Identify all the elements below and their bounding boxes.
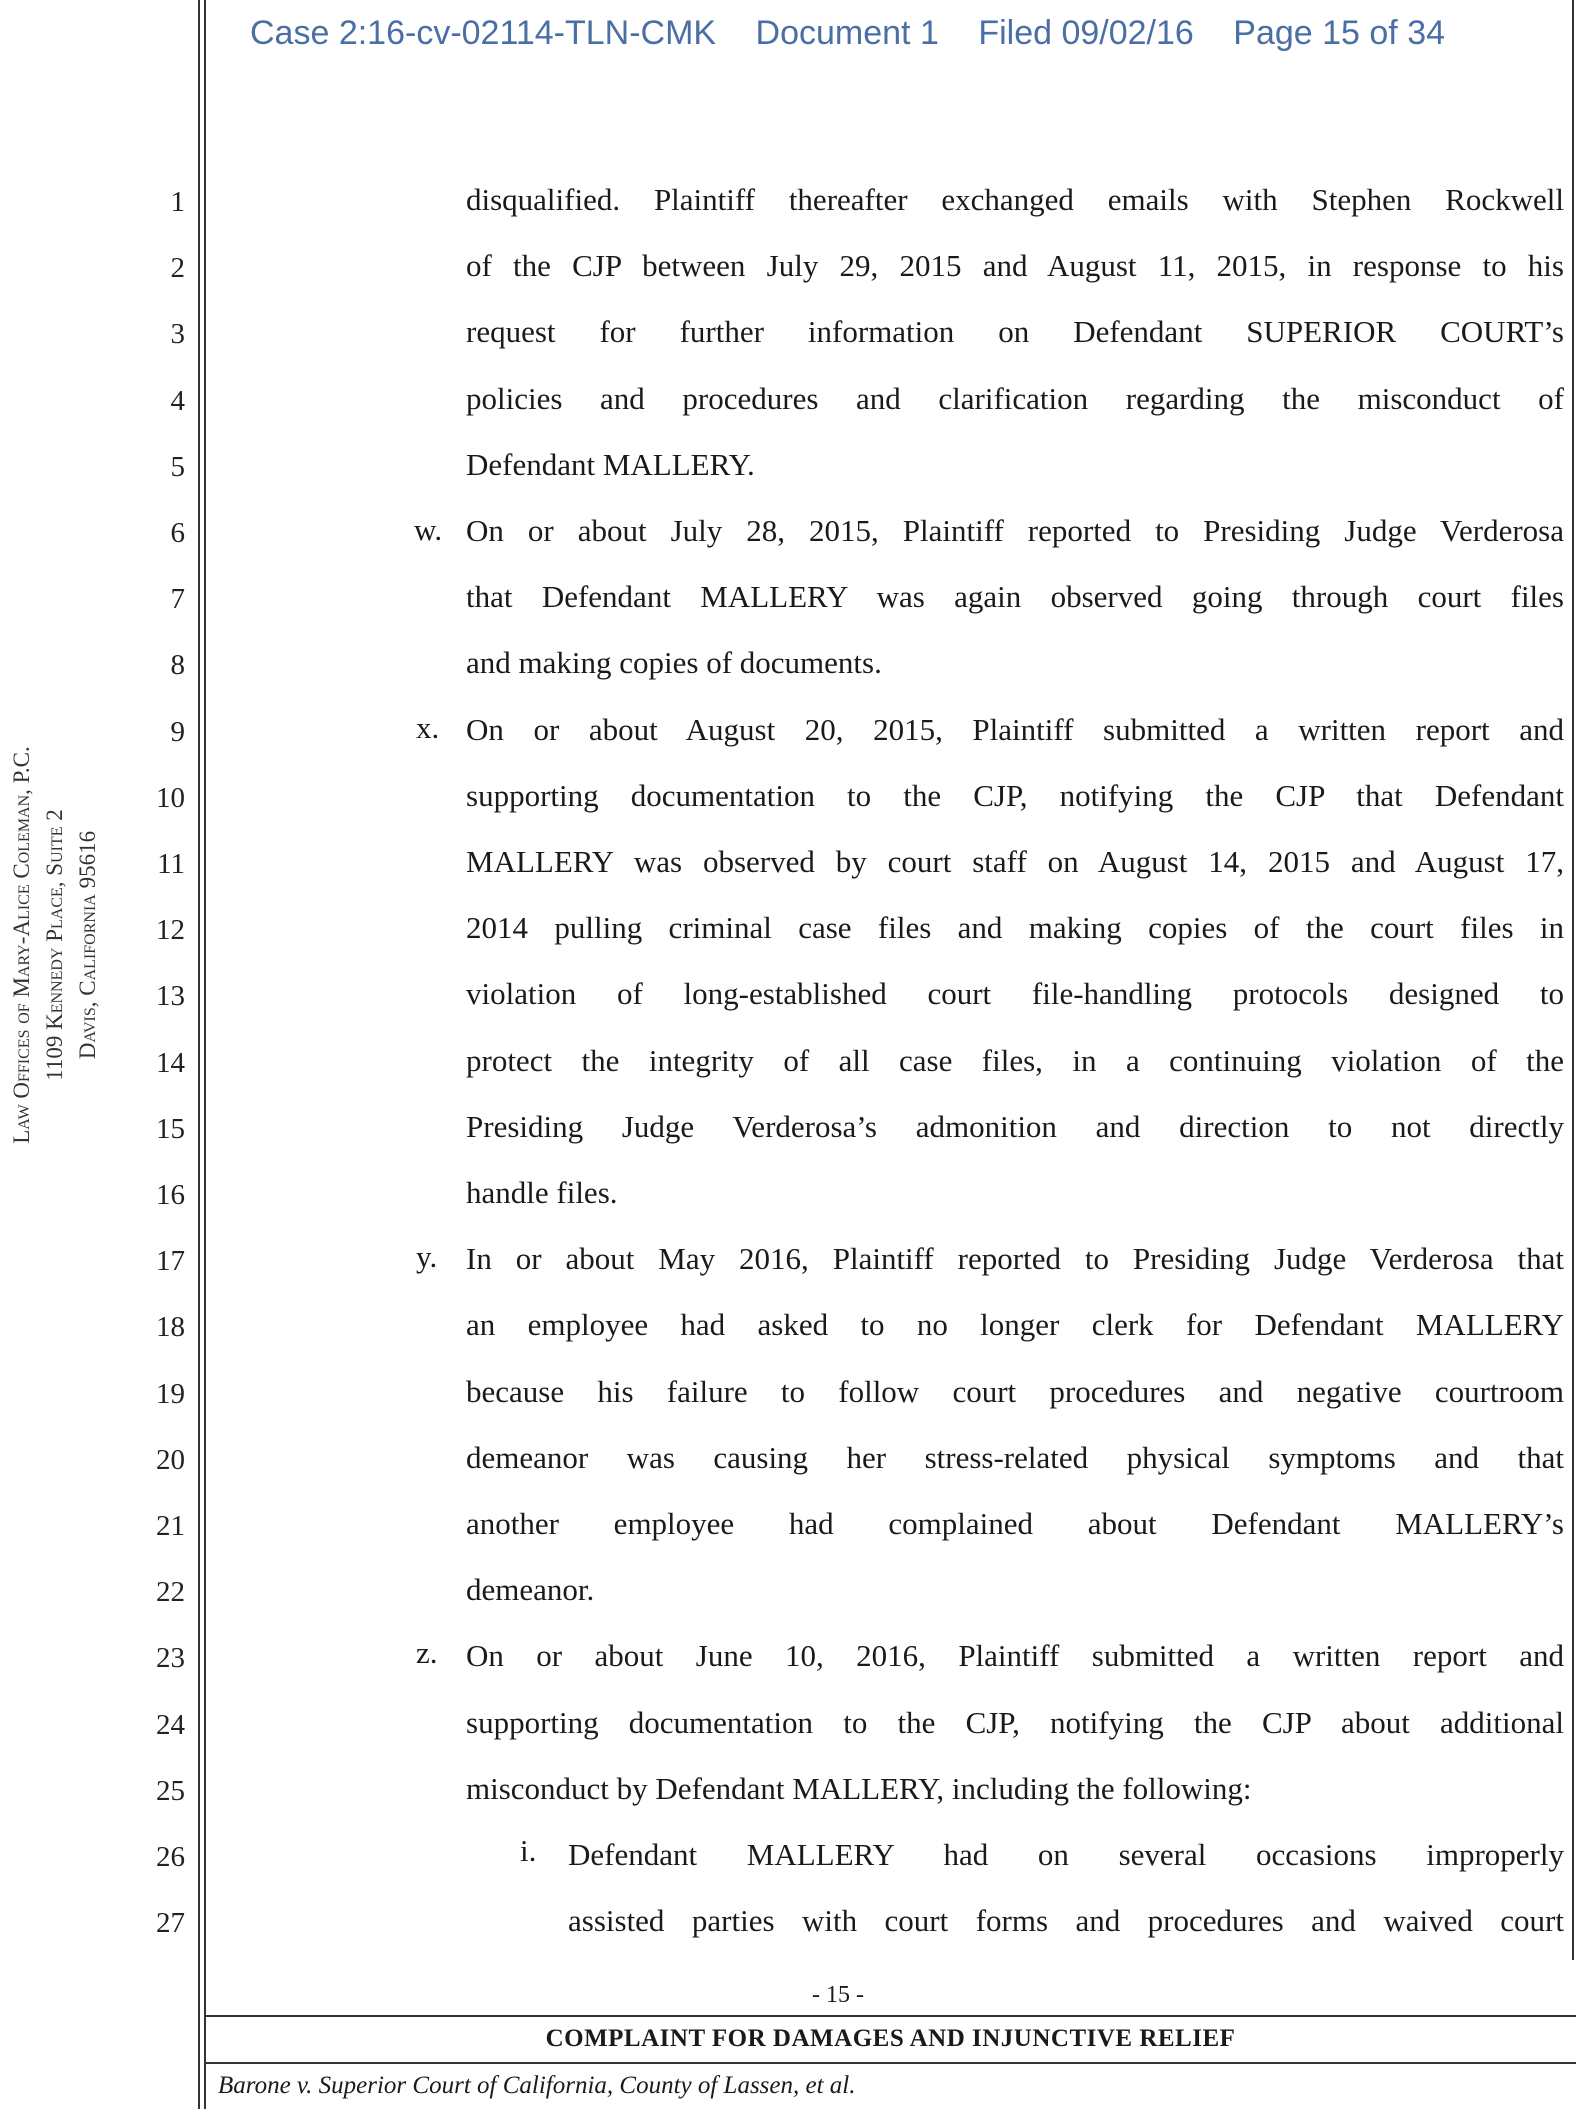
body-line: and making copies of documents.: [466, 645, 882, 681]
body-line: supporting documentation to the CJP, notifying the CJP about additional: [466, 1704, 1564, 1740]
body-line: disqualified. Plaintiff thereafter exchanged emails with Stephen Rockwell: [466, 182, 1564, 217]
body-line: In or about May 2016, Plaintiff reported to Presiding Judge Verderosa that: [466, 1241, 1564, 1277]
line-number: 5: [170, 450, 185, 483]
line-number: 25: [156, 1774, 185, 1807]
line-number: 9: [170, 715, 185, 748]
document-number: Document 1: [755, 14, 939, 52]
line-number: 17: [156, 1245, 185, 1278]
body-line: request for further information on Defendant SUPERIOR COURT’s: [466, 314, 1564, 350]
firm-address-line-1: 1109 Kennedy Place, Suite 2: [42, 809, 67, 1081]
body-line: violation of long-established court file-handling protocols designed to: [466, 976, 1564, 1012]
page-of: Page 15 of 34: [1233, 14, 1446, 52]
body-line: handle files.: [466, 1175, 618, 1210]
line-number: 18: [156, 1311, 185, 1344]
body-line: protect the integrity of all case files, in a continuing violation of the: [466, 1042, 1564, 1078]
line-number: 19: [156, 1377, 185, 1410]
line-number: 14: [156, 1046, 185, 1079]
line-number: 11: [157, 848, 185, 880]
body-line: On or about June 10, 2016, Plaintiff submitted a written report and: [466, 1638, 1564, 1674]
body-line: supporting documentation to the CJP, notifying the CJP that Defendant: [466, 777, 1564, 813]
margin-rule-left-inner: [204, 0, 206, 2109]
line-number: 21: [156, 1510, 185, 1542]
footer-rule-bottom: [205, 2062, 1576, 2064]
case-caption: Barone v. Superior Court of California, County of Lassen, et al.: [218, 2072, 856, 2099]
body-line: of the CJP between July 29, 2015 and August 11, 2015, in response to his: [466, 248, 1564, 284]
firm-name: Law Offices of Mary-Alice Coleman, P.C.: [9, 746, 34, 1144]
line-number: 13: [156, 980, 185, 1013]
filed-date: Filed 09/02/16: [978, 14, 1194, 52]
line-number: 7: [170, 583, 185, 616]
line-number: 24: [156, 1708, 185, 1741]
body-line: because his failure to follow court procedures and negative courtroom: [466, 1373, 1564, 1409]
body-line: another employee had complained about Defendant MALLERY’s: [466, 1506, 1564, 1541]
line-number: 2: [170, 252, 185, 285]
item-marker-z: z.: [416, 1635, 438, 1670]
body-line: Defendant MALLERY had on several occasions improperly: [568, 1837, 1564, 1872]
line-number: 12: [156, 914, 185, 947]
body-line: 2014 pulling criminal case files and making copies of the court files in: [466, 910, 1564, 946]
body-line: an employee had asked to no longer clerk for Defendant MALLERY: [466, 1307, 1564, 1343]
line-number: 1: [170, 186, 185, 218]
line-number: 23: [156, 1642, 185, 1675]
line-number: 22: [156, 1576, 185, 1609]
body-line: On or about July 28, 2015, Plaintiff reported to Presiding Judge Verderosa: [466, 513, 1564, 548]
line-number: 20: [156, 1443, 185, 1476]
body-line: demeanor.: [466, 1572, 595, 1608]
line-number: 16: [156, 1179, 185, 1211]
body-line: demeanor was causing her stress-related physical symptoms and that: [466, 1439, 1564, 1475]
case-number: Case 2:16-cv-02114-TLN-CMK: [250, 14, 717, 52]
line-number: 3: [170, 318, 185, 351]
body-line: misconduct by Defendant MALLERY, including the following:: [466, 1770, 1252, 1806]
margin-rule-left: [198, 0, 200, 2109]
body-line: that Defendant MALLERY was again observed going through court files: [466, 579, 1564, 615]
law-firm-sidebar: [5, 625, 140, 1265]
line-number: 10: [156, 781, 185, 814]
page-number: - 15 -: [812, 1982, 864, 2008]
filing-header: [250, 14, 1475, 53]
line-number: 8: [170, 649, 185, 682]
item-marker-y: y.: [416, 1239, 438, 1274]
line-number: 27: [156, 1907, 185, 1940]
body-line: MALLERY was observed by court staff on August 14, 2015 and August 17,: [466, 844, 1564, 879]
footer-rule-top: [205, 2015, 1576, 2017]
firm-address-line-2: Davis, California 95616: [75, 830, 100, 1060]
item-marker-w: w.: [414, 512, 443, 547]
body-line: Presiding Judge Verderosa’s admonition and direction to not directly: [466, 1108, 1564, 1144]
item-marker-x: x.: [416, 710, 440, 745]
line-number: 6: [170, 517, 185, 549]
line-number: 26: [156, 1841, 185, 1873]
body-line: assisted parties with court forms and procedures and waived court: [568, 1903, 1564, 1939]
footer-title: COMPLAINT FOR DAMAGES AND INJUNCTIVE RELIEF: [545, 2025, 1236, 2052]
margin-rule-right: [1572, 0, 1574, 1960]
item-marker-i: i.: [520, 1833, 537, 1868]
body-line: policies and procedures and clarification regarding the misconduct of: [466, 380, 1564, 416]
body-line: On or about August 20, 2015, Plaintiff submitted a written report and: [466, 711, 1564, 747]
line-number: 15: [156, 1112, 185, 1145]
line-number: 4: [170, 384, 185, 417]
body-line: Defendant MALLERY.: [466, 446, 755, 482]
